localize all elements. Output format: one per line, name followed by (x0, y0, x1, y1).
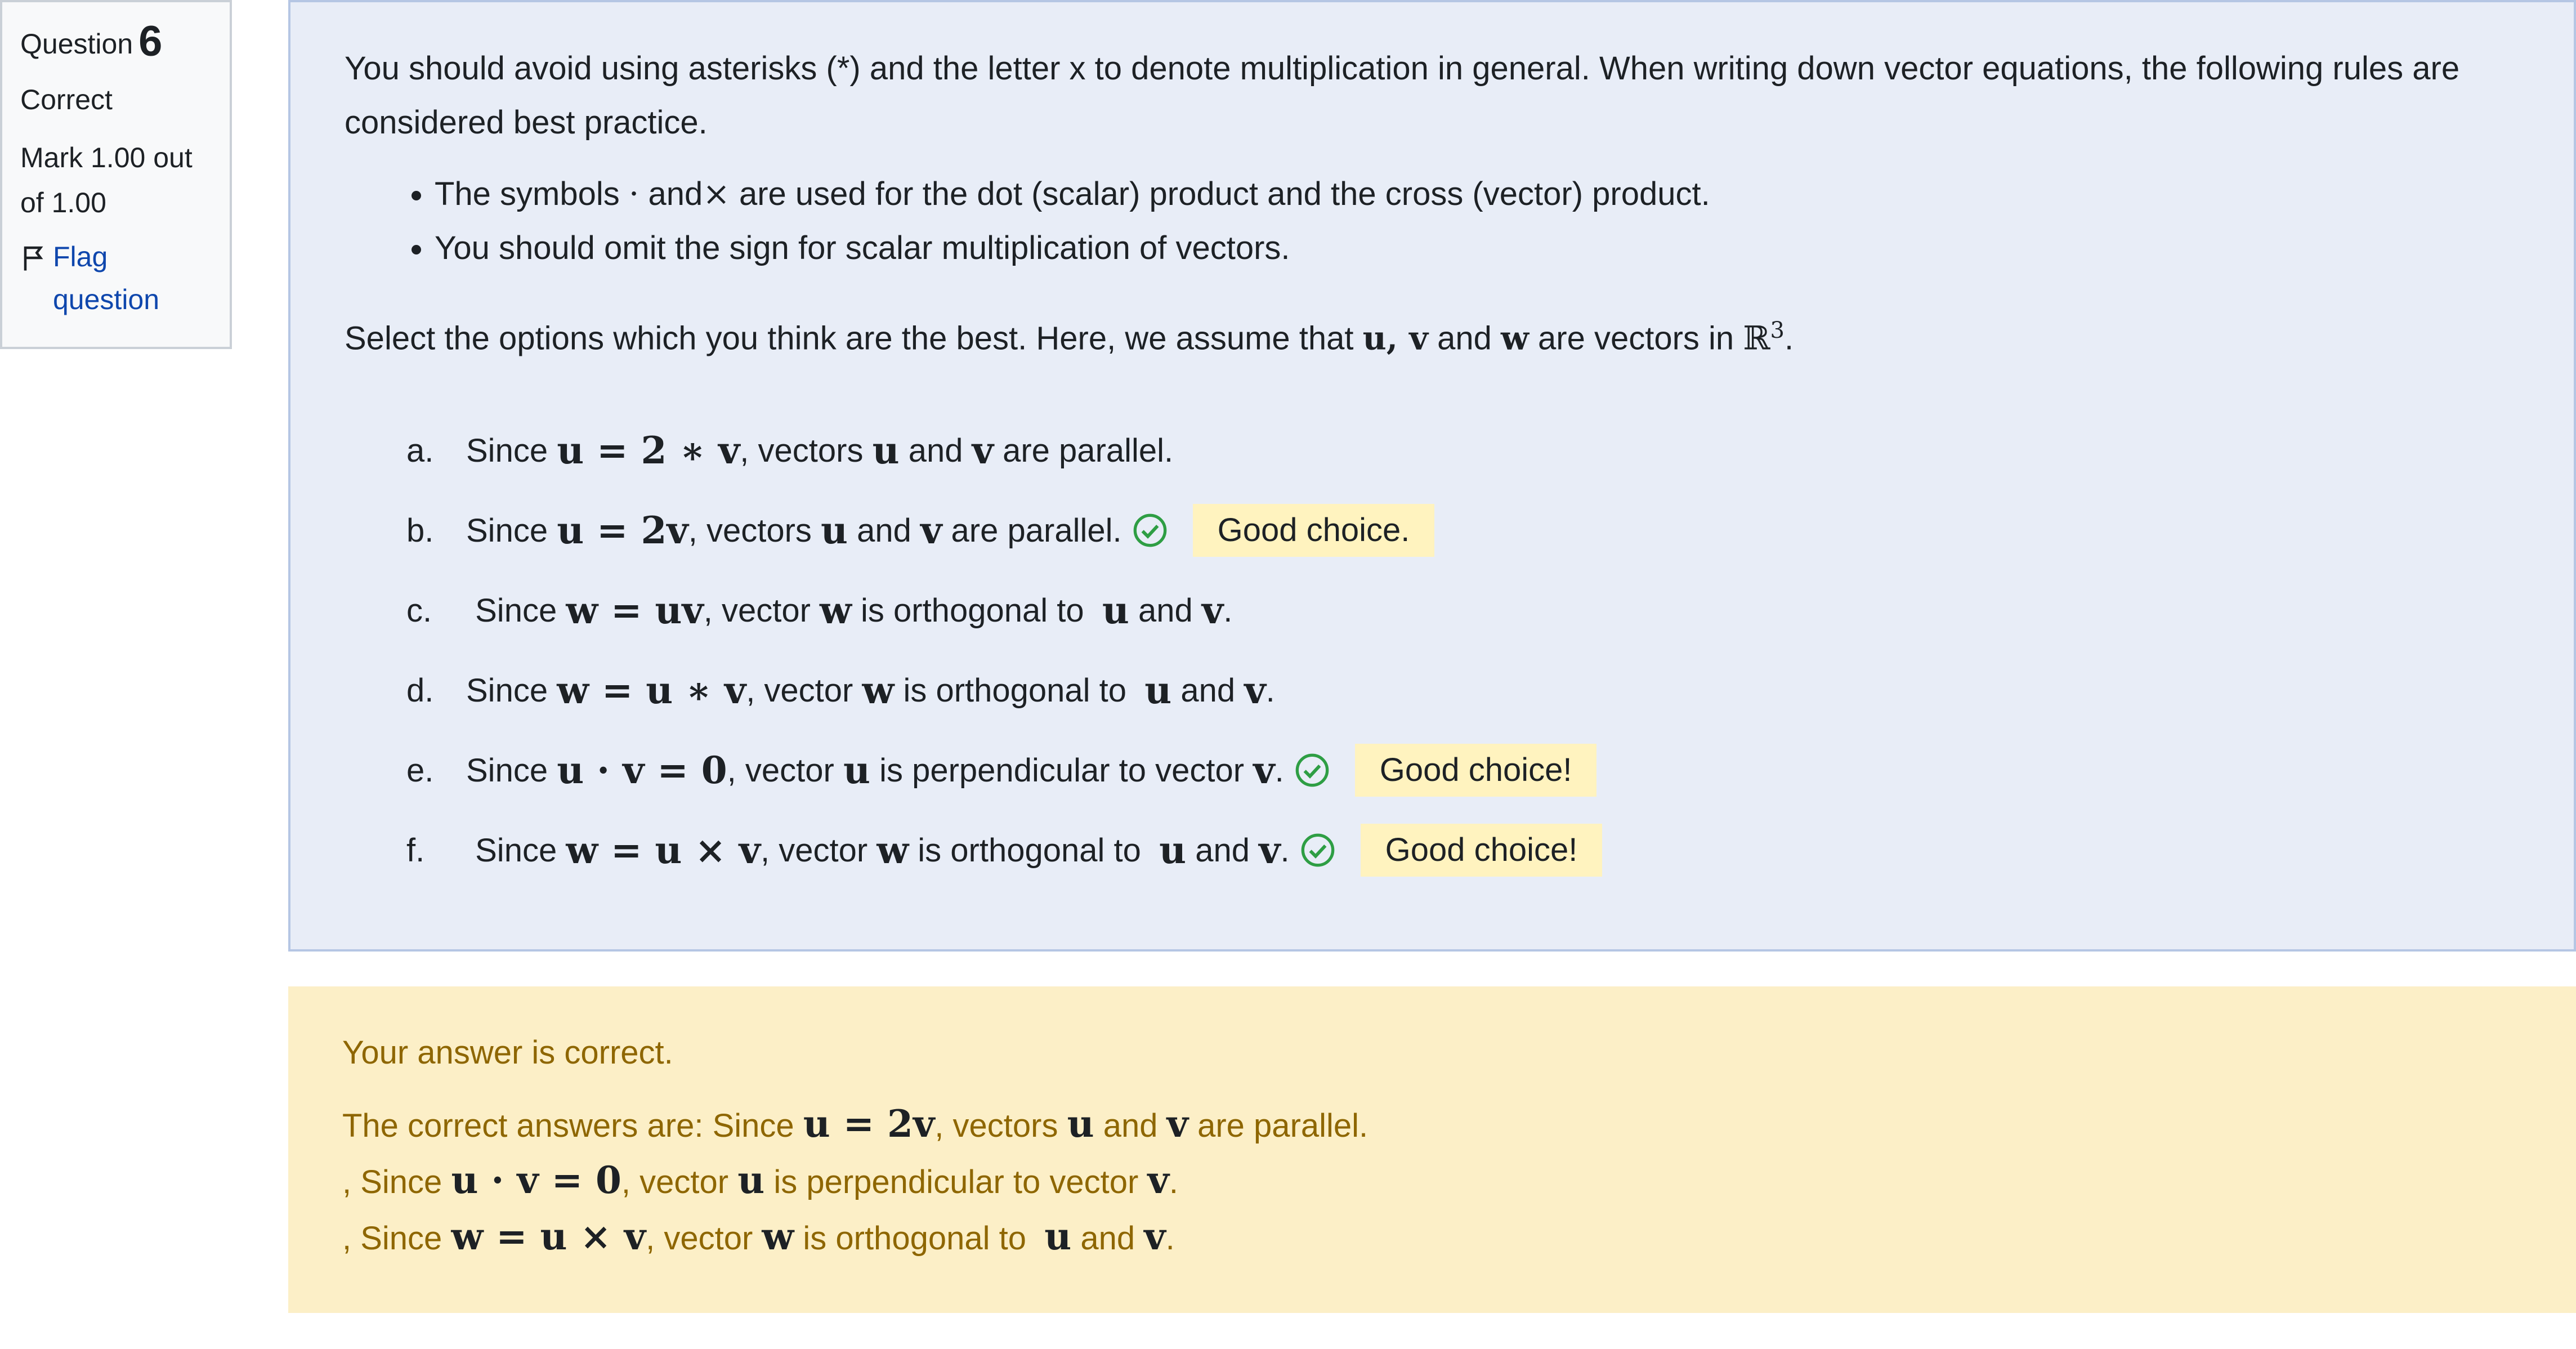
option-and: and (908, 432, 963, 469)
option-mid: , vectors (740, 432, 864, 469)
line2-vector-1: u (737, 1158, 765, 1202)
option-text: is orthogonal to (918, 832, 1141, 869)
option-mid: , vector (761, 832, 868, 869)
grade-line-2: of 1.00 (20, 187, 106, 218)
question-grade (20, 135, 212, 225)
cross-symbol: × (703, 175, 730, 213)
option-letter: a. (406, 432, 434, 469)
option-vector-3: v (1244, 668, 1266, 713)
correct-answer-line-3 (342, 1209, 2522, 1266)
option-mid: , vector (746, 672, 853, 709)
option-post: . (1265, 672, 1275, 709)
flag-outline-icon (20, 242, 51, 274)
question-state: Correct (20, 84, 113, 115)
question-outcome (288, 986, 2576, 1313)
option-expression: u = 2 ∗ v (557, 428, 740, 473)
option-since: Since (475, 592, 557, 629)
option-vector-2: v (920, 508, 942, 553)
line1-vector-2: v (1166, 1102, 1188, 1146)
rule-1-and: and (648, 176, 703, 212)
correct-check-icon (1300, 832, 1336, 868)
option-feedback: Good choice! (1355, 744, 1597, 797)
option-post: . (1223, 592, 1233, 629)
prompt-w: w (1500, 319, 1529, 358)
line1-vector-1: u (1067, 1102, 1094, 1146)
line2-expression: u · v = 0 (451, 1158, 621, 1202)
line3-vector-3: v (1144, 1214, 1166, 1258)
prompt-and: and (1437, 320, 1492, 357)
option-vector-1: w (876, 828, 909, 873)
option-post: are parallel. (1003, 432, 1174, 469)
option-feedback: Good choice. (1193, 504, 1435, 557)
option-mid: , vector (703, 592, 811, 629)
option-post: . (1274, 752, 1284, 789)
rule-1-post: are used for the dot (scalar) product and the cross (vector) product. (739, 176, 1710, 212)
correct-check-icon (1132, 512, 1168, 548)
line2-pre: , Since (342, 1164, 442, 1200)
option-post: are parallel. (951, 512, 1122, 549)
option-vector-1: u (821, 508, 848, 553)
prompt-end: . (1784, 320, 1794, 357)
line1-and: and (1103, 1107, 1158, 1144)
line3-pre: , Since (342, 1220, 442, 1257)
line3-vector-2: u (1044, 1214, 1072, 1258)
answer-option-c[interactable] (406, 582, 2520, 639)
answer-option-d[interactable] (406, 662, 2520, 719)
line2-mid: , vector (621, 1164, 729, 1200)
option-text: is orthogonal to (861, 592, 1084, 629)
option-since: Since (466, 432, 548, 469)
line3-text: is orthogonal to (803, 1220, 1026, 1257)
answer-options (345, 422, 2520, 879)
option-letter: d. (406, 672, 434, 709)
line1-mid: , vectors (934, 1107, 1058, 1144)
line2-post: . (1169, 1164, 1178, 1200)
option-vector-2: u (1144, 668, 1172, 713)
correct-check-icon (1294, 752, 1330, 788)
option-vector-3: v (1201, 588, 1224, 633)
option-since: Since (475, 832, 557, 869)
question-prompt (345, 303, 2520, 365)
option-vector-3: v (1259, 828, 1281, 873)
line1-expression: u = 2v (803, 1102, 935, 1146)
option-and: and (1138, 592, 1193, 629)
line3-mid: , vector (646, 1220, 753, 1257)
option-post: . (1280, 832, 1290, 869)
question-intro: You should avoid using asterisks (*) and the letter x to denote multiplication in general. When writing down vector equations, the following rules are considered best practice. (345, 50, 2460, 141)
rule-2: • You should omit the sign for scalar multiplication of vectors. (435, 221, 2520, 275)
option-since: Since (466, 752, 548, 789)
line1-post: are parallel. (1197, 1107, 1368, 1144)
option-and: and (1195, 832, 1250, 869)
option-mid: , vector (727, 752, 834, 789)
line3-and: and (1080, 1220, 1135, 1257)
option-expression: w = uv (566, 588, 704, 633)
answer-option-a[interactable] (406, 422, 2520, 479)
prompt-pre: Select the options which you think are the best. Here, we assume that (345, 320, 1354, 357)
prompt-mid: are vectors in (1538, 320, 1734, 357)
real-space-symbol: ℝ (1743, 319, 1770, 358)
flag-question-link[interactable] (20, 235, 212, 321)
line2-vector-2: v (1147, 1158, 1169, 1202)
option-expression: w = u ∗ v (557, 668, 746, 713)
option-vector-1: u (843, 748, 870, 793)
option-text: is orthogonal to (903, 672, 1127, 709)
option-since: Since (466, 512, 548, 549)
option-expression: u · v = 0 (557, 748, 727, 793)
prompt-vars: u, v (1362, 319, 1428, 358)
correct-answer-line-2 (342, 1153, 2522, 1209)
option-vector-1: u (872, 428, 900, 473)
option-and: and (1180, 672, 1236, 709)
line1-pre: The correct answers are: Since (342, 1107, 794, 1144)
option-mid: , vectors (688, 512, 812, 549)
option-since: Since (466, 672, 548, 709)
rule-1 (435, 167, 2520, 221)
option-and: and (857, 512, 911, 549)
line3-vector-1: w (762, 1214, 794, 1258)
option-letter: c. (406, 592, 432, 629)
dot-symbol: · (628, 175, 639, 213)
option-vector-2: v (972, 428, 994, 473)
option-letter: e. (406, 752, 434, 789)
answer-option-e[interactable] (406, 741, 2520, 799)
rule-1-pre: The symbols (435, 176, 620, 212)
outcome-status: Your answer is correct. (342, 1034, 673, 1071)
option-feedback: Good choice! (1361, 824, 1603, 877)
question-info-panel (0, 0, 232, 349)
flag-label-1[interactable]: Flag (53, 241, 108, 273)
line3-post: . (1165, 1220, 1175, 1257)
flag-label-2[interactable]: question (53, 284, 160, 315)
line3-expression: w = u × v (451, 1214, 646, 1258)
question-number-value: 6 (138, 17, 163, 65)
option-vector-1: w (820, 588, 852, 633)
correct-answer-line-1 (342, 1097, 2522, 1153)
rules-list (345, 167, 2520, 275)
real-space-exponent: 3 (1770, 318, 1785, 343)
answer-option-b[interactable] (406, 502, 2520, 559)
option-vector-2: v (1253, 748, 1275, 793)
grade-line-1: Mark 1.00 out (20, 142, 193, 173)
option-letter: f. (406, 832, 425, 869)
answer-option-f[interactable] (406, 821, 2520, 879)
question-formulation (288, 0, 2576, 952)
option-letter: b. (406, 512, 434, 549)
option-text: is perpendicular to vector (879, 752, 1245, 789)
option-vector-2: u (1159, 828, 1187, 873)
option-vector-1: w (862, 668, 895, 713)
option-expression: u = 2v (557, 508, 688, 553)
line2-text: is perpendicular to vector (773, 1164, 1139, 1200)
option-vector-2: u (1102, 588, 1129, 633)
question-number (20, 19, 212, 66)
option-expression: w = u × v (566, 828, 761, 873)
question-label: Question (20, 28, 133, 60)
